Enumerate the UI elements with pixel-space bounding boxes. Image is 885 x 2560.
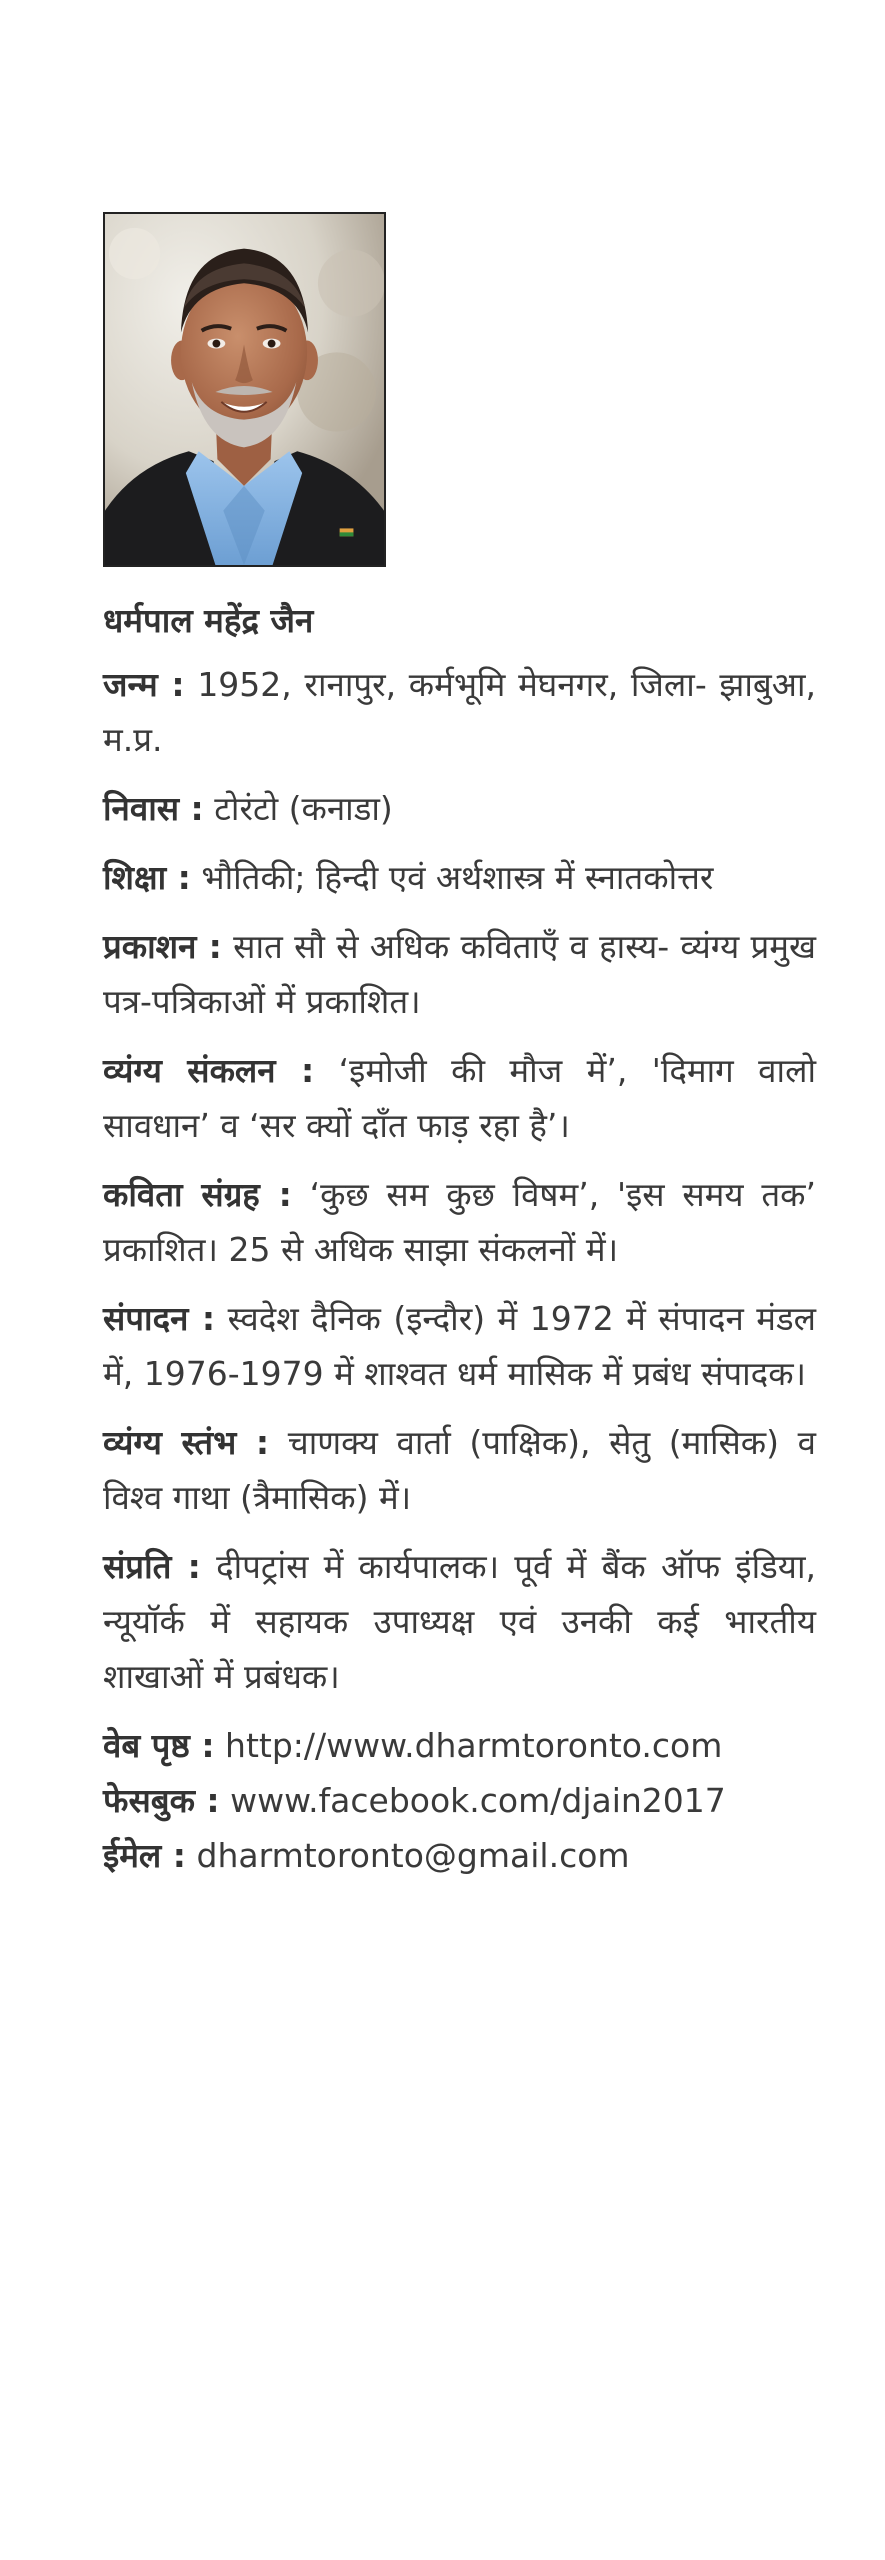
bio-poetry-collections [103, 1167, 816, 1277]
bio-label: प्रकाशन : [103, 927, 222, 967]
contact-email [103, 1828, 816, 1883]
bio-text: ‘इमोजी की मौज में’, 'दिमाग वालो सावधान’ व ‘सर क्यों दाँत फाड़ रहा है’। [103, 1051, 816, 1146]
contact-website [103, 1718, 816, 1773]
bio-education [103, 850, 816, 905]
bio-label: शिक्षा : [103, 858, 191, 898]
bio-text: 1952, रानापुर, कर्मभूमि मेघनगर, जिला- झाबुआ, म.प्र. [103, 665, 816, 760]
contact-label: वेब पृष्ठ : [103, 1726, 215, 1766]
bio-label: संप्रति : [103, 1547, 201, 1587]
bio-satire-collections [103, 1043, 816, 1153]
contact-label: फेसबुक : [103, 1781, 220, 1821]
website-link[interactable]: http://www.dharmtoronto.com [225, 1726, 723, 1766]
contact-facebook [103, 1773, 816, 1828]
bio-text: चाणक्य वार्ता (पाक्षिक), सेतु (मासिक) व विश्व गाथा (त्रैमासिक) में। [103, 1423, 816, 1518]
bio-residence [103, 781, 816, 836]
bio-label: कविता संग्रह : [103, 1175, 292, 1215]
bio-editing [103, 1291, 816, 1401]
author-name: धर्मपाल महेंद्र जैन [103, 601, 314, 640]
author-portrait-image [105, 214, 384, 565]
bio-satire-columns [103, 1415, 816, 1525]
bio-text: भौतिकी; हिन्दी एवं अर्थशास्त्र में स्नातकोत्तर [201, 858, 714, 898]
email-link[interactable]: dharmtoronto@gmail.com [196, 1836, 630, 1876]
bio-label: व्यंग्य स्तंभ : [103, 1423, 270, 1463]
bio-label: व्यंग्य संकलन : [103, 1051, 315, 1091]
bio-text: टोरंटो (कनाडा) [214, 789, 393, 829]
bio-label: निवास : [103, 789, 204, 829]
bio-text: ‘कुछ सम कुछ विषम’, 'इस समय तक’ प्रकाशित। 25 से अधिक साझा संकलनों में। [103, 1175, 816, 1270]
bio-current-role [103, 1539, 816, 1704]
bio-label: संपादन : [103, 1299, 216, 1339]
bio-birth [103, 657, 816, 767]
bio-label: जन्म : [103, 665, 185, 705]
bio-text: स्वदेश दैनिक (इन्दौर) में 1972 में संपादन मंडल में, 1976-1979 में शाश्वत धर्म मासिक में प्रबंध संपादक। [103, 1299, 817, 1394]
contact-label: ईमेल : [103, 1836, 186, 1876]
bio-text: सात सौ से अधिक कविताएँ व हास्य- व्यंग्य प्रमुख पत्र-पत्रिकाओं में प्रकाशित। [103, 927, 816, 1022]
bio-text: दीपट्रांस में कार्यपालक। पूर्व में बैंक ऑफ इंडिया, न्यूयॉर्क में सहायक उपाध्यक्ष एवं उनकी कई भारतीय शाखाओं में प्रबंधक। [103, 1547, 816, 1697]
bio-content [103, 600, 816, 1883]
facebook-link[interactable]: www.facebook.com/djain2017 [230, 1781, 726, 1821]
author-photo [103, 212, 386, 567]
bio-publication [103, 919, 816, 1029]
